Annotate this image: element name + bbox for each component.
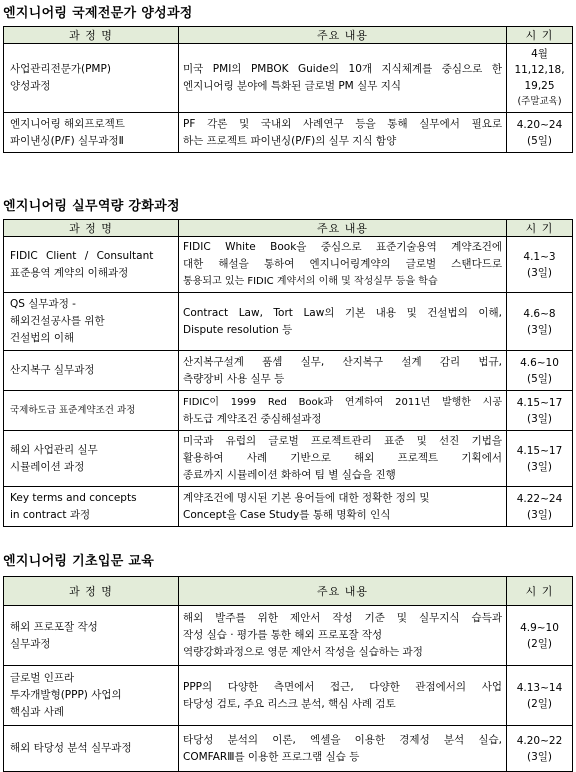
course-description: Contract Law, Tort Law의 기본 내용 및 건설법의 이해, Dispute resolution 등 (179, 293, 507, 351)
course-description: 산지복구설계 품셈 실무, 산지복구 설계 감리 법규, 측량장비 사용 실무 등 (179, 351, 507, 391)
course-description: PF 각론 및 국내외 사례연구 등을 통해 실무에서 필요로 하는 프로젝트 파이낸싱(P/F)의 실무 지식 함양 (179, 113, 507, 153)
header-main-content: 주요 내용 (179, 220, 507, 237)
header-period: 시 기 (507, 220, 573, 237)
table-row (4, 44, 573, 113)
header-course-name: 과 정 명 (4, 220, 179, 237)
course-period: 4.1~3 (3일) (507, 237, 573, 293)
header-period: 시 기 (507, 577, 573, 606)
table-row (4, 487, 573, 527)
table-row (4, 431, 573, 487)
table-header-row (4, 577, 573, 606)
course-table (3, 576, 573, 772)
course-period: 4.20~22 (3일) (507, 726, 573, 772)
course-name: 해외 프로포잘 작성 실무과정 (4, 606, 179, 666)
table-row (4, 237, 573, 293)
course-name: 국제하도급 표준계약조건 과정 (4, 391, 179, 431)
course-description: 계약조건에 명시된 기본 용어들에 대한 정확한 정의 및 Concept을 Case Study를 통해 명확히 인식 (179, 487, 507, 527)
course-description: 해외 발주를 위한 제안서 작성 기준 및 실무지식 습득과 작성 실습 · 평가를 통한 해외 프로포잘 작성 역량강화과정으로 영문 제안서 작성을 실습하는 과정 (179, 606, 507, 666)
course-name: Key terms and concepts in contract 과정 (4, 487, 179, 527)
section-title: 엔지니어링 실무역량 강화과정 (3, 199, 180, 214)
table-row (4, 666, 573, 726)
header-course-name: 과 정 명 (4, 577, 179, 606)
course-period: 4.15~17 (3일) (507, 391, 573, 431)
course-name: 엔지니어링 해외프로젝트 파이낸싱(P/F) 실무과정Ⅱ (4, 113, 179, 153)
header-course-name: 과 정 명 (4, 27, 179, 44)
course-description: 미국과 유럽의 글로벌 프로젝트관리 표준 및 선진 기법을 활용하여 사례 기반으로 해외 프로젝트 기획에서 종료까지 시뮬레이션 화하여 팀 별 실습을 진행 (179, 431, 507, 487)
table-row (4, 351, 573, 391)
course-period: 4월 11,12,18, 19,25 (주말교육) (507, 44, 573, 113)
course-description: 타당성 분석의 이론, 엑셀을 이용한 경제성 분석 실습, COMFARⅢ를 이용한 프로그램 실습 등 (179, 726, 507, 772)
section-title: 엔지니어링 국제전문가 양성과정 (3, 6, 193, 21)
course-name: 해외 타당성 분석 실무과정 (4, 726, 179, 772)
course-period: 4.6~10 (5일) (507, 351, 573, 391)
course-period: 4.6~8 (3일) (507, 293, 573, 351)
course-name: QS 실무과정 - 해외건설공사를 위한 건설법의 이해 (4, 293, 179, 351)
course-period: 4.15~17 (3일) (507, 431, 573, 487)
course-description: PPP의 다양한 측면에서 접근, 다양한 관점에서의 사업 타당성 검토, 주요 리스크 분석, 핵심 사례 검토 (179, 666, 507, 726)
table-header-row (4, 220, 573, 237)
course-description: 미국 PMI의 PMBOK Guide의 10개 지식체계를 중심으로 한 엔지니어링 분야에 특화된 글로벌 PM 실무 지식 (179, 44, 507, 113)
course-description: FIDIC White Book을 중심으로 표준기술용역 계약조건에 대한 해설을 통하여 엔지니어링계약의 글로벌 스탠다드로 통용되고 있는 FIDIC 계약서의 이해 및 작성실무 등을 학습 (179, 237, 507, 293)
course-table (3, 26, 573, 153)
table-row (4, 293, 573, 351)
table-row (4, 606, 573, 666)
section-title: 엔지니어링 기초입문 교육 (3, 554, 155, 569)
course-name: 산지복구 실무과정 (4, 351, 179, 391)
table-row (4, 391, 573, 431)
header-period: 시 기 (507, 27, 573, 44)
course-period: 4.13~14 (2일) (507, 666, 573, 726)
course-period: 4.9~10 (2일) (507, 606, 573, 666)
course-description: FIDIC이 1999 Red Book과 연계하여 2011년 발행한 시공 하도급 계약조건 중심해설과정 (179, 391, 507, 431)
table-row (4, 113, 573, 153)
course-name: 해외 사업관리 실무 시뮬레이션 과정 (4, 431, 179, 487)
header-main-content: 주요 내용 (179, 27, 507, 44)
table-header-row (4, 27, 573, 44)
course-name: 사업관리전문가(PMP) 양성과정 (4, 44, 179, 113)
course-table (3, 219, 573, 527)
course-name: FIDIC Client / Consultant 표준용역 계약의 이해과정 (4, 237, 179, 293)
table-row (4, 726, 573, 772)
course-name: 글로벌 인프라 투자개발형(PPP) 사업의 핵심과 사례 (4, 666, 179, 726)
course-period: 4.20~24 (5일) (507, 113, 573, 153)
course-period: 4.22~24 (3일) (507, 487, 573, 527)
header-main-content: 주요 내용 (179, 577, 507, 606)
